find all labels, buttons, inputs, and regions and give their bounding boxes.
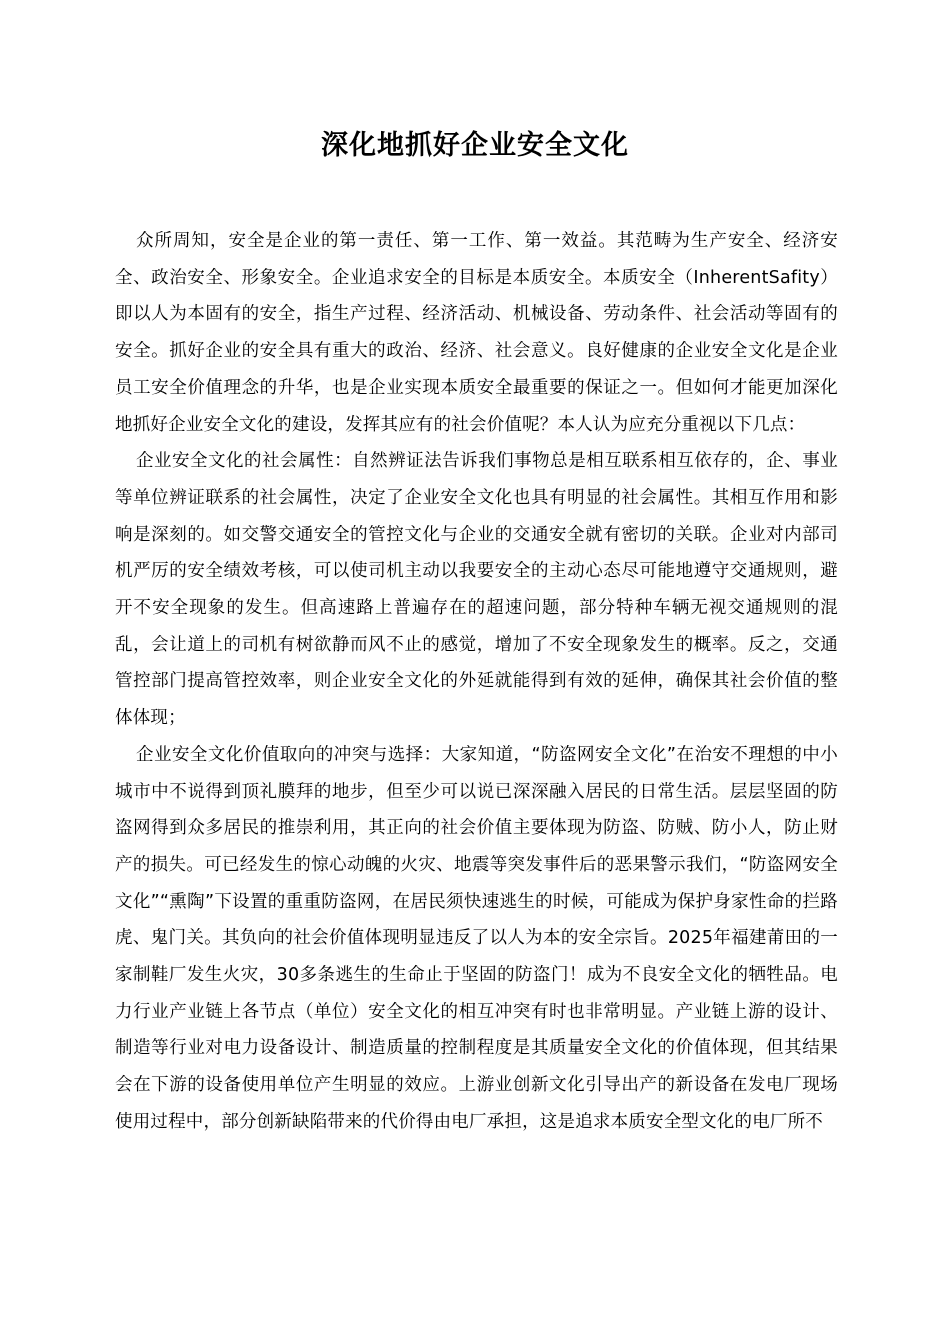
- paragraph-intro: 众所周知，安全是企业的第一责任、第一工作、第一效益。其范畴为生产安全、经济安全、政治安全、形象安全。企业追求安全的目标是本质安全。本质安全（InherentSafity）即以人为本固有的安全，指生产过程、经济活动、机械设备、劳动条件、社会活动等固有的安全。抓好企业的安全具有重大的政治、经济、社会意义。良好健康的企业安全文化是企业员工安全价值理念的升华，也是企业实现本质安全最重要的保证之一。但如何才能更加深化地抓好企业安全文化的建设，发挥其应有的社会价值呢？本人认为应充分重视以下几点：: [115, 231, 838, 435]
- document-title: 深化地抓好企业安全文化: [321, 130, 629, 161]
- paragraph-value-conflict: 企业安全文化价值取向的冲突与选择：大家知道，“防盗网安全文化”在治安不理想的中小城市中不说得到顶礼膜拜的地步，但至少可以说已深深融入居民的日常生活。层层坚固的防盗网得到众多居民的推崇利用，其正向的社会价值主要体现为防盗、防贼、防小人，防止财产的损失。可已经发生的惊心动魄的火灾、地震等突发事件后的恶果警示我们，“防盗网安全文化”“熏陶”下设置的重重防盗网，在居民须快速逃生的时候，可能成为保护身家性命的拦路虎、鬼门关。其负向的社会价值体现明显违反了以人为本的安全宗旨。2025年福建莆田的一家制鞋厂发生火灾，30多条逃生的生命止于坚固的防盗门！成为不良安全文化的牺牲品。电力行业产业链上各节点（单位）安全文化的相互冲突有时也非常明显。产业链上游的设计、制造等行业对电力设备设计、制造质量的控制程度是其质量安全文化的价值体现，但其结果会在下游的设备使用单位产生明显的效应。上游业创新文化引导出产的新设备在发电厂现场使用过程中，部分创新缺陷带来的代价得由电厂承担，这是追求本质安全型文化的电厂所不: [115, 744, 838, 1132]
- paragraph-social-attribute: 企业安全文化的社会属性：自然辨证法告诉我们事物总是相互联系相互依存的，企、事业等单位辨证联系的社会属性，决定了企业安全文化也具有明显的社会属性。其相互作用和影响是深刻的。如交警交通安全的管控文化与企业的交通安全就有密切的关联。企业对内部司机严厉的安全绩效考核，可以使司机主动以我要安全的主动心态尽可能地遵守交通规则，避开不安全现象的发生。但高速路上普遍存在的超速问题，部分特种车辆无视交通规则的混乱，会让道上的司机有树欲静而风不止的感觉，增加了不安全现象发生的概率。反之，交通管控部门提高管控效率，则企业安全文化的外延就能得到有效的延伸，确保其社会价值的整体体现；: [115, 451, 838, 729]
- document-body: [115, 223, 838, 1141]
